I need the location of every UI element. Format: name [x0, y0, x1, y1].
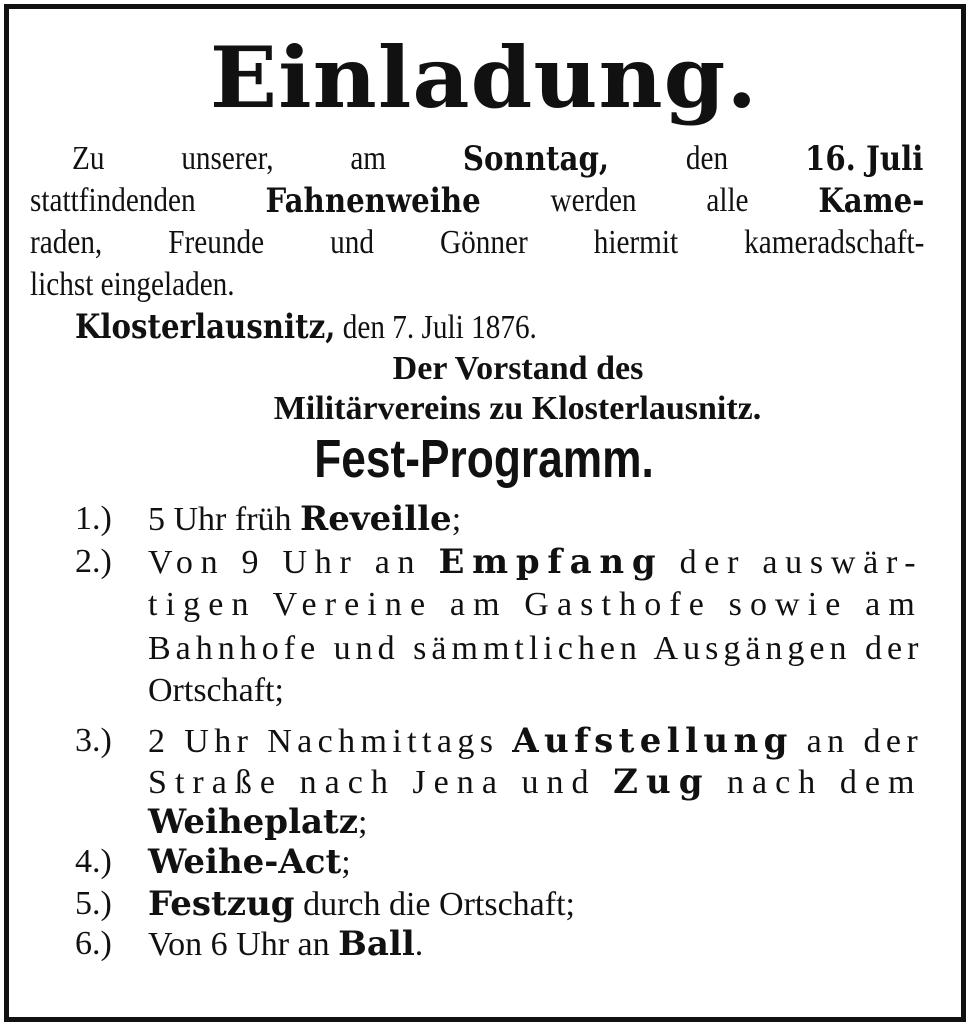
program-item-line [148, 542, 924, 582]
word-fahnenweihe: Fahnenweihe [265, 181, 481, 221]
item-text: Bahnhofe und sämmtlichen Ausgängen der [148, 630, 924, 667]
program-item-number: 6.) [75, 925, 112, 962]
program-item-line [148, 588, 923, 622]
item-text: Von 9 Uhr an [148, 544, 439, 581]
item-text: Straße nach Jena und [148, 764, 614, 801]
item-text: nach dem [710, 764, 923, 801]
item-text: ; [341, 844, 351, 881]
program-item-number: 4.) [75, 843, 112, 880]
item-text: der auswär- [663, 544, 924, 581]
emphasized-term: Aufstellung [512, 721, 793, 761]
program-item-line [148, 499, 462, 539]
item-text: . [414, 926, 424, 963]
program-item-line [148, 632, 923, 666]
word: hiermit [593, 224, 679, 261]
program-item-number: 1.) [75, 500, 112, 537]
invitation-line-1 [72, 139, 924, 179]
word: lichst eingeladen. [30, 266, 235, 303]
item-text: ; [451, 501, 462, 538]
word: raden, [30, 224, 103, 261]
place-date-line [75, 307, 537, 347]
invitation-line-2 [30, 181, 925, 221]
word: Zu [72, 140, 105, 177]
place-name: Klosterlausnitz, [75, 307, 336, 347]
word: Gönner [439, 224, 528, 261]
item-text: tigen Vereine am Gasthofe sowie am [148, 586, 923, 623]
program-item-line [148, 762, 923, 802]
word: den [685, 140, 729, 177]
program-item-line [148, 842, 351, 882]
word: alle [706, 182, 749, 219]
word: Kame- [818, 181, 925, 221]
signature-line-1: Der Vorstand des [392, 350, 644, 387]
program-title: Fest-Programm. [314, 429, 654, 489]
item-text: Ortschaft; [148, 672, 284, 709]
item-text: Von 6 Uhr an [148, 926, 339, 963]
program-item-number: 3.) [75, 722, 112, 759]
program-item-line [148, 674, 284, 708]
item-text: 2 Uhr Nachmittags [148, 723, 513, 760]
program-item-line [148, 924, 424, 964]
emphasized-term: Reveille [300, 499, 452, 539]
emphasized-term: Weihe-Act [148, 842, 342, 882]
word: am [350, 140, 387, 177]
emphasized-term: Ball [338, 924, 415, 964]
word: kameradschaft- [744, 224, 925, 261]
item-text: 5 Uhr früh [148, 501, 301, 538]
word: werden [550, 182, 637, 219]
item-text: durch die Ortschaft; [294, 886, 575, 923]
program-item-number: 2.) [75, 543, 112, 580]
program-item-line [148, 721, 924, 761]
word: stattfindenden [30, 182, 196, 219]
event-date: 16. Juli [804, 139, 924, 179]
emphasized-term: Weiheplatz [148, 802, 359, 842]
invitation-line-4 [30, 268, 235, 302]
program-item-line [148, 802, 368, 842]
item-text: ; [358, 804, 368, 841]
emphasized-term: Zug [613, 762, 711, 802]
date-text: den 7. Juli 1876. [342, 309, 537, 346]
document-title: Einladung. [209, 28, 759, 127]
word-sunday: Sonntag, [462, 139, 610, 179]
invitation-line-3 [30, 226, 924, 260]
word: unserer, [181, 140, 274, 177]
word: Freunde [168, 224, 265, 261]
program-item-line [148, 884, 575, 924]
emphasized-term: Empfang [438, 542, 664, 582]
emphasized-term: Festzug [148, 884, 295, 924]
signature-line-2: Militärvereins zu Klosterlausnitz. [273, 390, 762, 427]
word: und [330, 224, 374, 261]
item-text: an der [792, 723, 924, 760]
program-item-number: 5.) [75, 885, 112, 922]
